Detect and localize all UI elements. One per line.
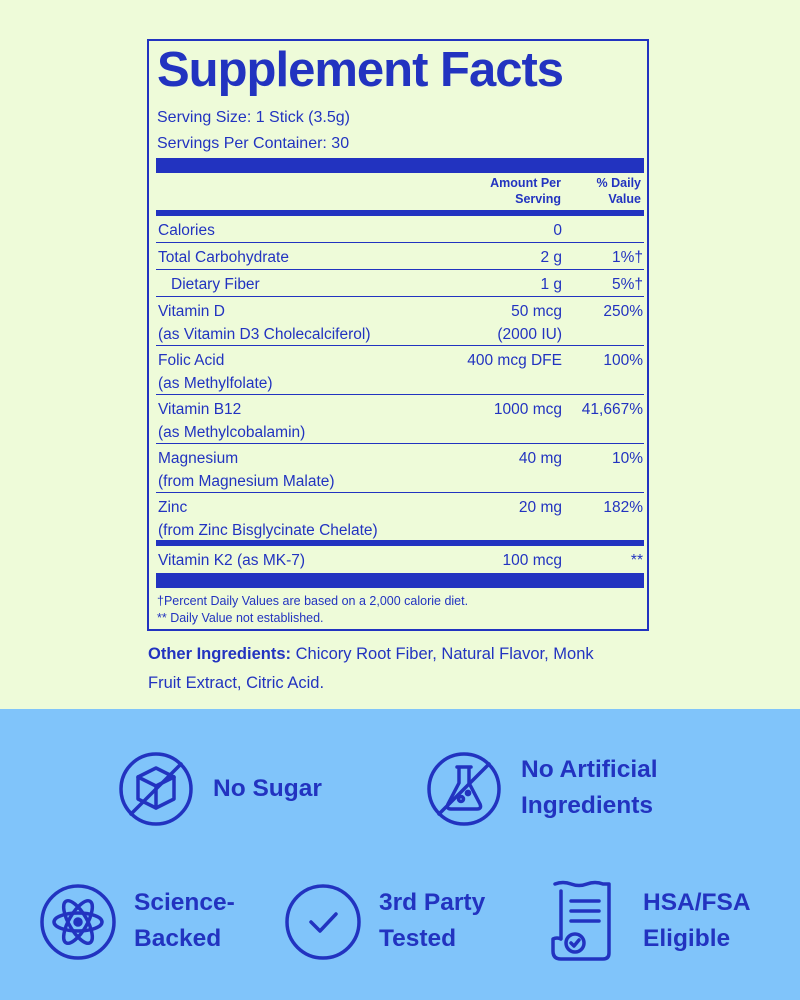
amount-per-serving-header: Amount Per Serving xyxy=(490,176,561,206)
nutrient-row-zinc: Zinc (from Zinc Bisglycinate Chelate) 20 mg 182% xyxy=(158,499,643,539)
footnote-not-established: ** Daily Value not established. xyxy=(157,611,324,625)
receipt-check-icon xyxy=(547,879,619,965)
nutrient-row-dietary-fiber: Dietary Fiber 1 g 5%† xyxy=(156,270,644,297)
nutrient-row-folic-acid: Folic Acid (as Methylfolate) 400 mcg DFE 100% xyxy=(156,346,644,395)
sugar-cube-crossed-icon xyxy=(117,750,195,828)
other-ingredients-text: Chicory Root Fiber, Natural Flavor, Monk Fruit Extract, Citric Acid. xyxy=(148,645,594,692)
badge-no-sugar: No Sugar xyxy=(213,775,322,802)
daily-value-header: % Daily Value xyxy=(596,176,641,206)
badge-hsa-fsa-eligible: HSA/FSA Eligible xyxy=(643,889,751,952)
other-ingredients-label: Other Ingredients: xyxy=(148,645,292,663)
thick-divider xyxy=(156,158,644,173)
checkmark-circle-icon xyxy=(283,882,363,962)
serving-size: Serving Size: 1 Stick (3.5g) xyxy=(157,109,350,126)
panel-title: Supplement Facts xyxy=(157,43,564,97)
footnote-daily-values: †Percent Daily Values are based on a 2,000 calorie diet. xyxy=(157,594,469,608)
nutrient-row-vitamin-d: Vitamin D (as Vitamin D3 Cholecalciferol) 50 mcg (2000 IU) 250% xyxy=(156,297,644,346)
bottom-thick-divider xyxy=(156,573,644,588)
badges-section xyxy=(0,709,800,1000)
nutrient-row-magnesium: Magnesium (from Magnesium Malate) 40 mg 10% xyxy=(156,444,644,493)
flask-crossed-icon xyxy=(425,750,503,828)
supplement-facts-panel xyxy=(147,39,649,631)
atom-icon xyxy=(38,882,118,962)
nutrient-row-total-carbohydrate: Total Carbohydrate 2 g 1%† xyxy=(156,243,644,270)
badge-science-backed: Science- Backed xyxy=(134,889,235,952)
badge-no-artificial: No Artificial Ingredients xyxy=(521,756,658,819)
servings-per-container: Servings Per Container: 30 xyxy=(157,135,350,152)
other-ingredients xyxy=(148,640,628,698)
nutrient-row-vitamin-b12: Vitamin B12 (as Methylcobalamin) 1000 mcg 41,667% xyxy=(156,395,644,444)
nutrient-row-calories: Calories 0 xyxy=(156,216,644,243)
nutrient-row-vitamin-k2: Vitamin K2 (as MK-7) 100 mcg ** xyxy=(158,552,643,569)
badge-third-party-tested: 3rd Party Tested xyxy=(379,889,486,952)
